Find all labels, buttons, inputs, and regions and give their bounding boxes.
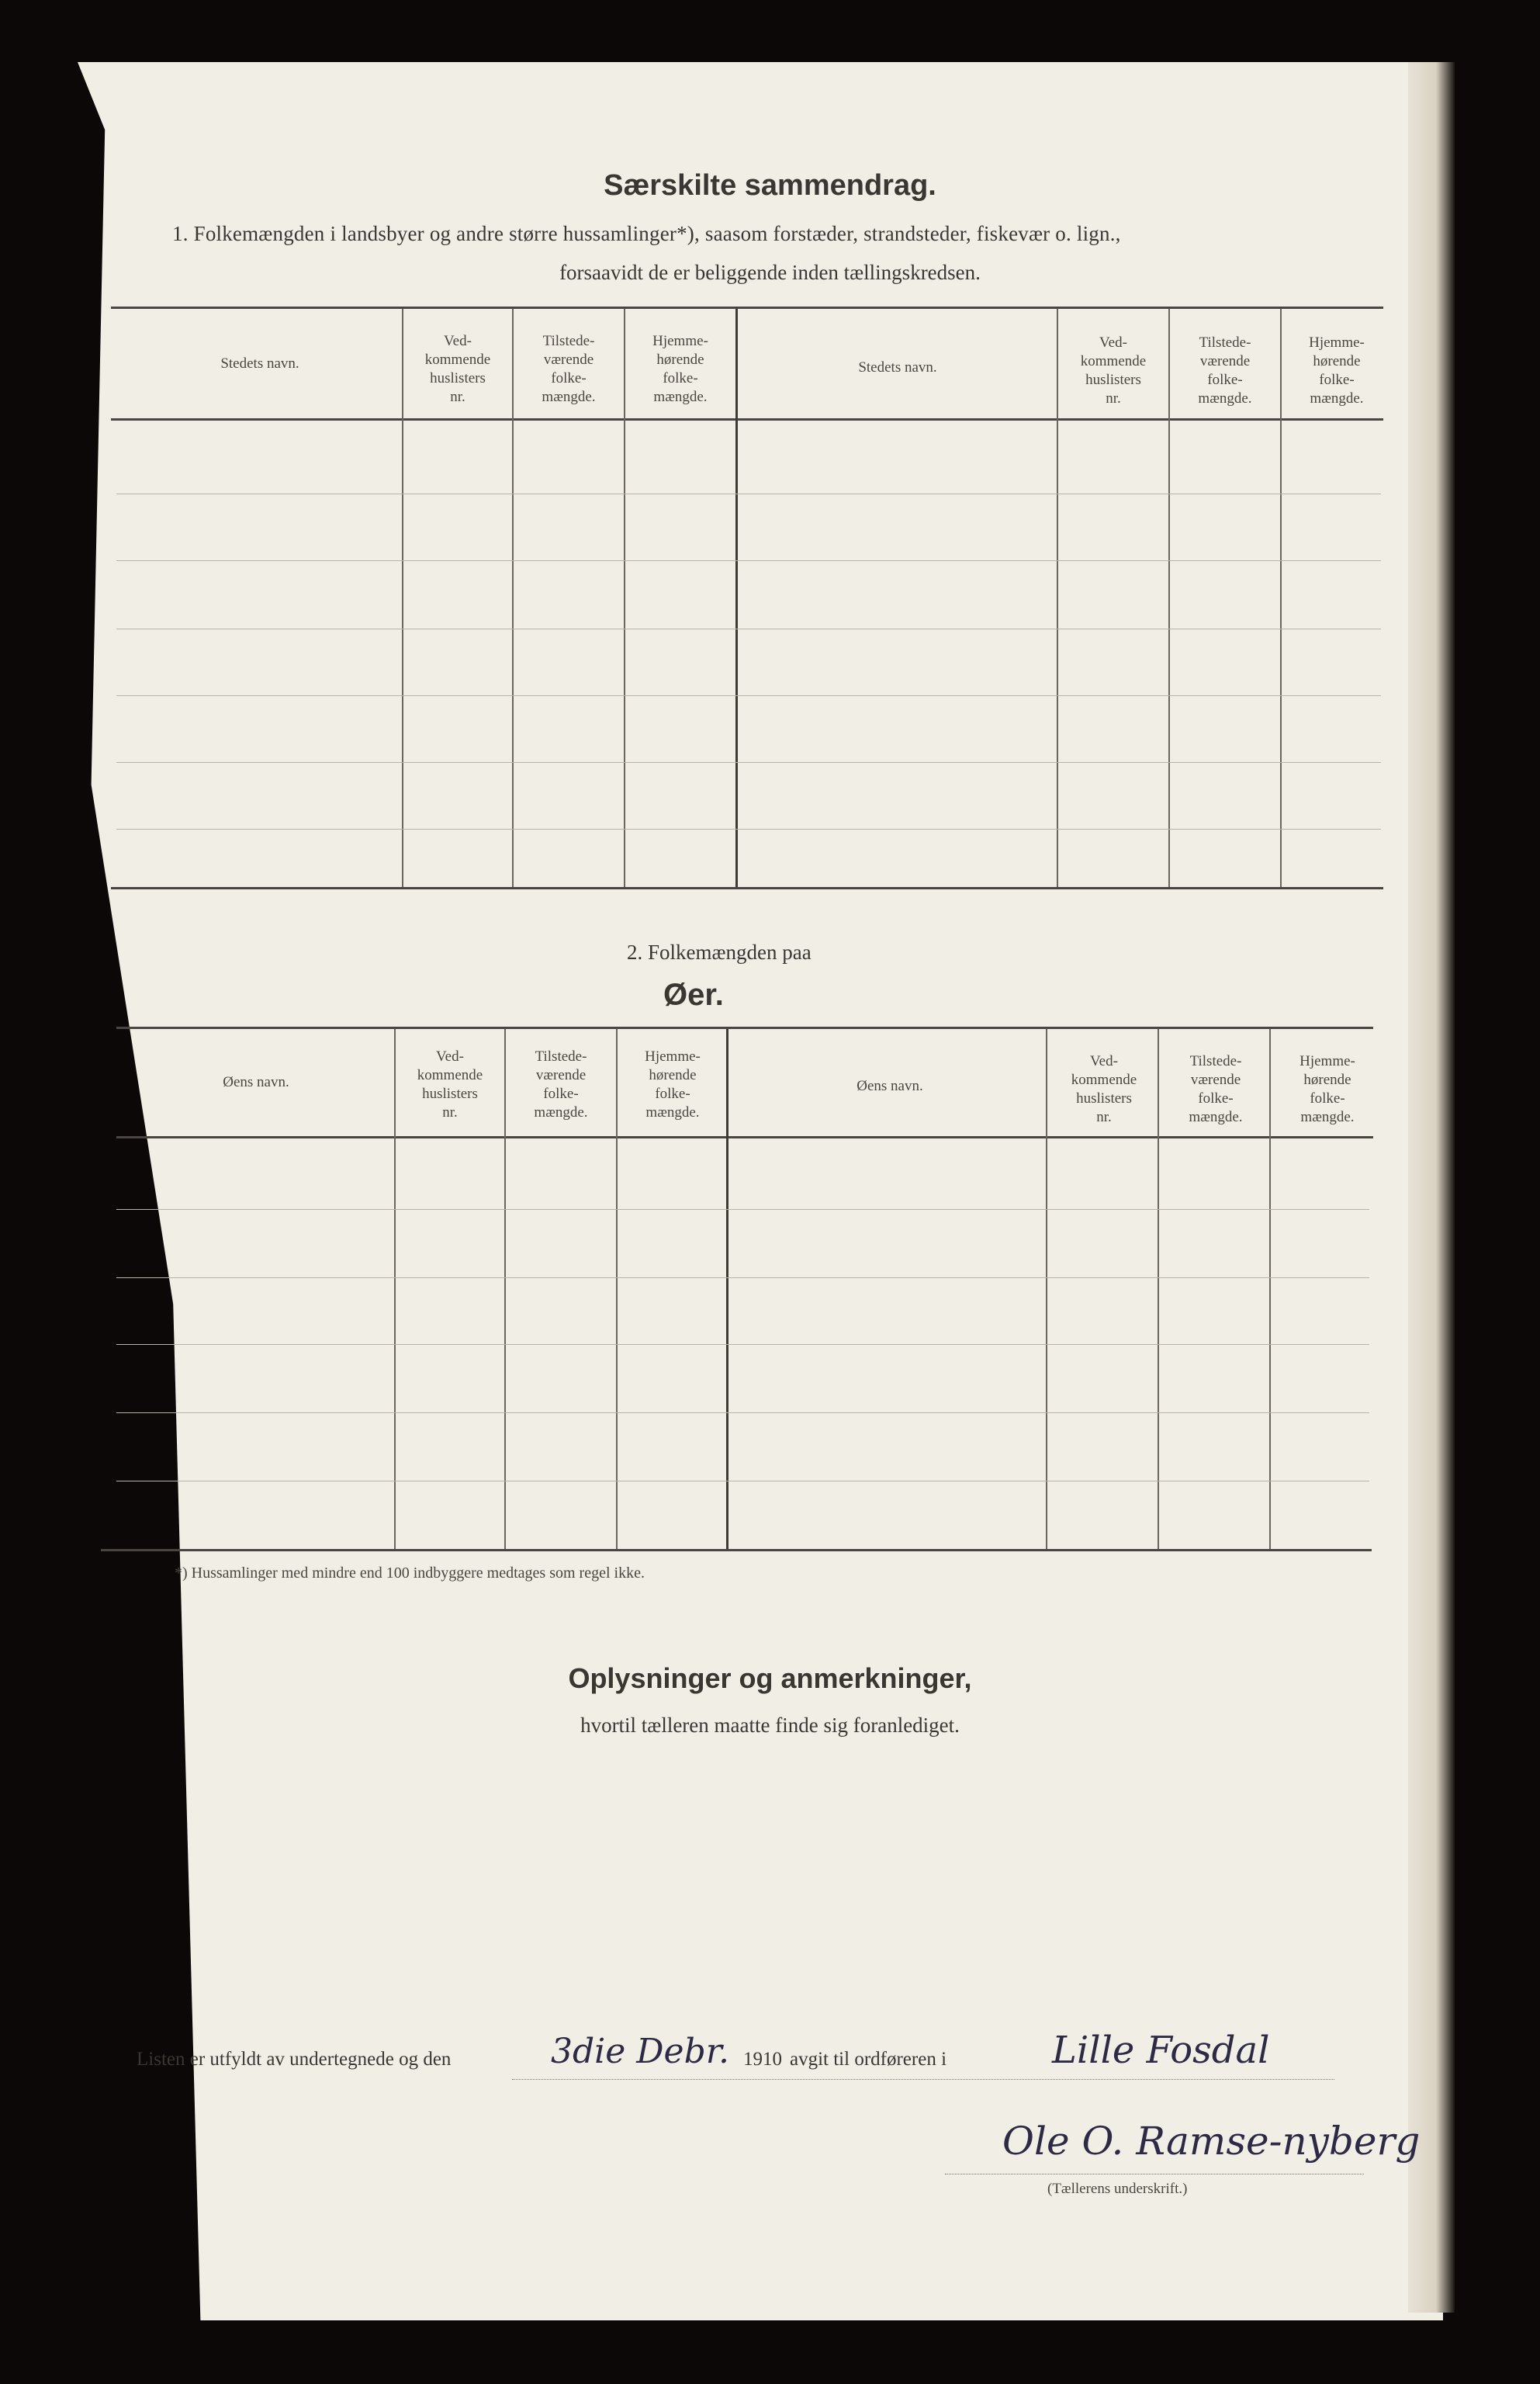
closing-line-underline — [512, 2078, 1334, 2080]
s1-col-stedets-navn-right: Stedets navn. — [858, 359, 937, 376]
s1-col-tilstede-right: Tilstede- værende folke- mængde. — [1198, 334, 1252, 407]
page-edge-shadow — [1408, 62, 1455, 2313]
closing-place-handwritten: Lille Fosdal — [1052, 2029, 1270, 2072]
s2-col-hjemme-left: Hjemme- hørende folke- mængde. — [645, 1048, 701, 1121]
enumerator-signature: Ole O. Ramse-nyberg — [1002, 2119, 1421, 2164]
footnote: *) Hussamlinger med mindre end 100 indbyggere medtages som regel ikke. — [175, 1564, 645, 1582]
s2-col-oens-navn-left: Øens navn. — [223, 1074, 289, 1090]
section2-intro: 2. Folkemængden paa — [627, 941, 812, 964]
s2-col-tilstede-right: Tilstede- værende folke- mængde. — [1189, 1053, 1243, 1125]
remarks-title: Oplysninger og anmerkninger, — [568, 1662, 972, 1694]
closing-text-1: Listen er utfyldt av undertegnede og den — [137, 2049, 452, 2070]
section2-title: Øer. — [663, 978, 724, 1012]
closing-date-handwritten: 3die Debr. — [551, 2032, 729, 2071]
s2-col-huslisters-left: Ved- kommende huslisters nr. — [417, 1048, 483, 1121]
signature-label: (Tællerens underskrift.) — [1047, 2181, 1188, 2197]
s2-col-tilstede-left: Tilstede- værende folke- mængde. — [534, 1048, 588, 1121]
s1-col-stedets-navn-left: Stedets navn. — [220, 355, 299, 372]
s1-col-hjemme-right: Hjemme- hørende folke- mængde. — [1309, 334, 1365, 407]
closing-year: 1910 — [743, 2049, 782, 2070]
section1-intro-line2: forsaavidt de er beliggende inden tællingskredsen. — [559, 261, 981, 284]
remarks-subtitle: hvortil tælleren maatte finde sig foranlediget. — [580, 1714, 960, 1737]
signature-line — [945, 2173, 1364, 2174]
s2-col-huslisters-right: Ved- kommende huslisters nr. — [1071, 1053, 1137, 1125]
s1-col-huslisters-right: Ved- kommende huslisters nr. — [1080, 334, 1147, 407]
s1-col-hjemme-left: Hjemme- hørende folke- mængde. — [652, 333, 708, 405]
section1-intro-line1: 1. Folkemængden i landsbyer og andre større hussamlinger*), saasom forstæder, strandsteder, fiskevær o. lign., — [172, 222, 1121, 245]
page-heading: Særskilte sammendrag. — [604, 169, 936, 202]
s1-col-tilstede-left: Tilstede- værende folke- mængde. — [542, 333, 596, 405]
s2-col-oens-navn-right: Øens navn. — [857, 1078, 923, 1094]
s2-col-hjemme-right: Hjemme- hørende folke- mængde. — [1299, 1053, 1355, 1125]
closing-text-2: avgit til ordføreren i — [790, 2049, 947, 2070]
s1-col-huslisters-left: Ved- kommende huslisters nr. — [424, 333, 491, 405]
